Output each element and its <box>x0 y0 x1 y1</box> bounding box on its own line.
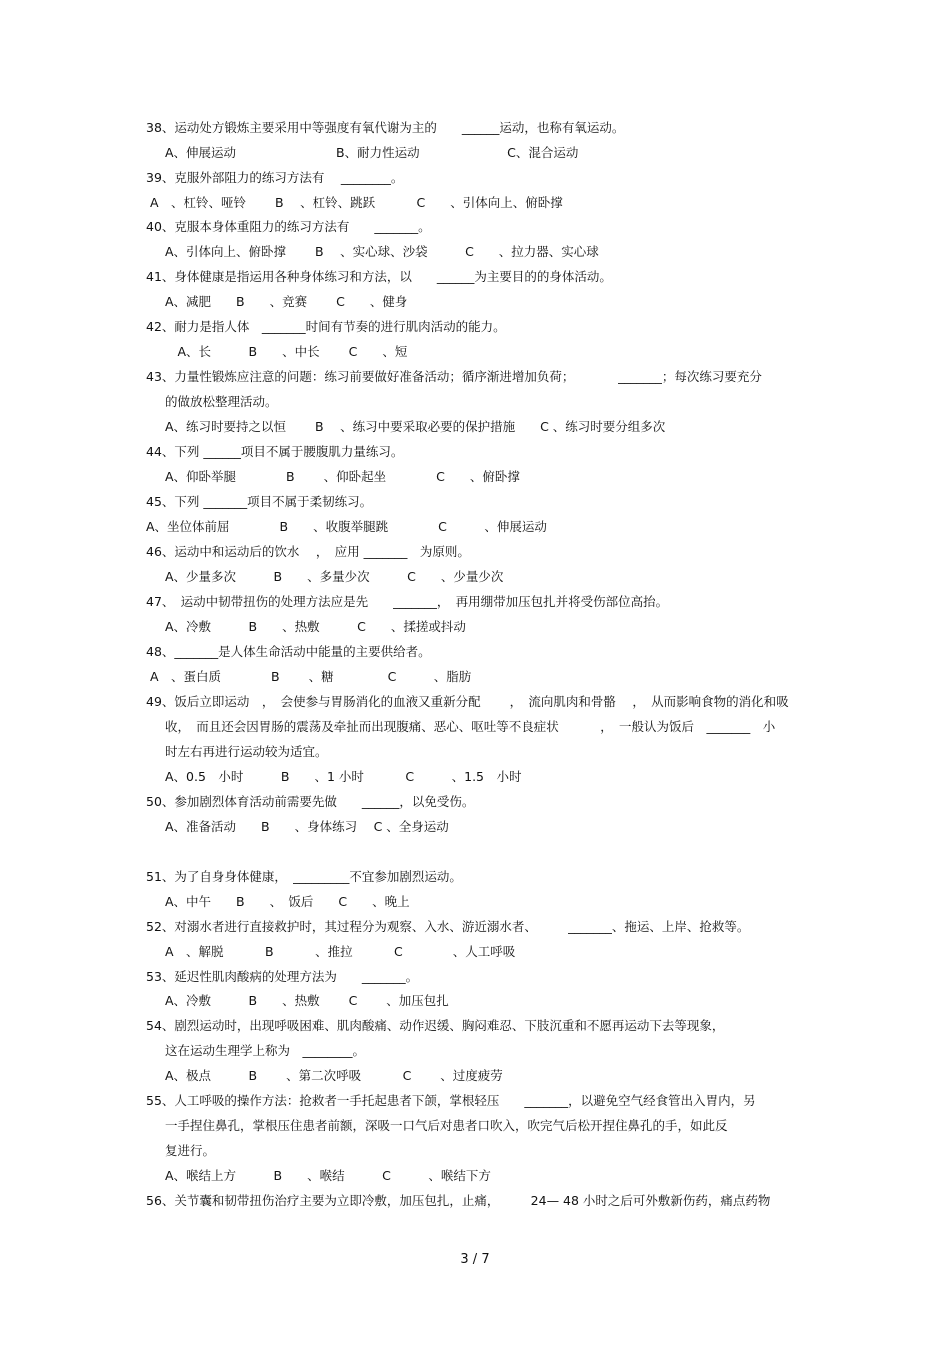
question-line: 45、下列 _______项目不属于柔韧练习。 <box>146 494 373 509</box>
question-line: 38、运动处方锻炼主要采用中等强度有氧代谢为主的 ______运动，也称有氧运动。 <box>146 120 625 135</box>
question-line: 53、延迟性肌肉酸病的处理方法为 _______。 <box>146 969 419 984</box>
continuation-line: 时左右再进行运动较为适宜。 <box>165 744 328 759</box>
options-line: A、伸展运动 B、耐力性运动 C、混合运动 <box>165 145 579 160</box>
question-line: 43、力量性锻炼应注意的问题：练习前要做好准备活动；循序渐进增加负荷； _______；每次练习要充分 <box>146 369 762 384</box>
options-line: A、喉结上方 B 、喉结 C 、喉结下方 <box>165 1168 491 1183</box>
continuation-line: 复进行。 <box>165 1143 216 1158</box>
question-line: 50、参加剧烈体育活动前需要先做 ______，以免受伤。 <box>146 794 475 809</box>
options-line: A、长 B 、中长 C 、短 <box>165 344 408 359</box>
options-line: A 、解脱 B 、推拉 C 、人工呼吸 <box>165 944 516 959</box>
options-line: A、冷敷 B 、热敷 C 、揉搓或抖动 <box>165 619 466 634</box>
options-line: A 、杠铃、哑铃 B 、杠铃、跳跃 C 、引体向上、俯卧撑 <box>150 195 563 210</box>
question-line: 51、为了自身身体健康， _________不宜参加剧烈运动。 <box>146 869 462 884</box>
question-line: 49、饭后立即运动 ， 会使参与胃肠消化的血液又重新分配 ， 流向肌肉和骨骼 ， 从而影响食物的消化和吸 <box>146 694 789 709</box>
question-line: 52、对溺水者进行直接救护时，其过程分为观察、入水、游近溺水者、 _______、拖运、上岸、抢救等。 <box>146 919 750 934</box>
options-line: A、准备活动 B 、身体练习 C 、全身运动 <box>165 819 449 834</box>
options-line: A、0.5 小时 B 、1 小时 C 、1.5 小时 <box>165 769 522 784</box>
question-line: 56、关节囊和韧带扭伤治疗主要为立即冷敷，加压包扎，止痛， 24— 48 小时之后可外敷新伤药，痛点药物 <box>146 1193 771 1208</box>
continuation-line: 一手捏住鼻孔，掌根压住患者前额，深吸一口气后对患者口吹入，吹完气后松开捏住鼻孔的手，如此反 <box>165 1118 728 1133</box>
options-line: A、少量多次 B 、多量少次 C 、少量少次 <box>165 569 504 584</box>
question-line: 42、耐力是指人体 _______时间有节奏的进行肌肉活动的能力。 <box>146 319 506 334</box>
options-line: A、极点 B 、第二次呼吸 C 、过度疲劳 <box>165 1068 503 1083</box>
question-line: 48、_______是人体生命活动中能量的主要供给者。 <box>146 644 431 659</box>
page-number: 3 / 7 <box>460 1252 490 1267</box>
question-line: 47、 运动中韧带扭伤的处理方法应是先 _______， 再用绷带加压包扎并将受伤部位高抬。 <box>146 594 669 609</box>
continuation-line: 这在运动生理学上称为 ________。 <box>165 1043 366 1058</box>
options-line: A、引体向上、俯卧撑 B 、实心球、沙袋 C 、拉力器、实心球 <box>165 244 599 259</box>
question-line: 39、克服外部阻力的练习方法有 ________。 <box>146 170 404 185</box>
question-line: A、坐位体前屈 B 、收腹举腿跳 C 、伸展运动 <box>146 519 547 534</box>
question-line: 55、人工呼吸的操作方法：抢救者一手托起患者下颌，掌根轻压 _______，以避免空气经食管出入胃内，另 <box>146 1093 756 1108</box>
options-line: A、练习时要持之以恒 B 、练习中要采取必要的保护措施 C 、练习时要分组多次 <box>165 419 666 434</box>
options-line: A、中午 B 、 饭后 C 、晚上 <box>165 894 410 909</box>
options-line: A 、蛋白质 B 、糖 C 、脂肪 <box>150 669 472 684</box>
question-line: 54、剧烈运动时，出现呼吸困难、肌肉酸痛、动作迟缓、胸闷难忍、下肢沉重和不愿再运动下去等现象， <box>146 1018 725 1033</box>
question-line: 44、下列 ______项目不属于腰腹肌力量练习。 <box>146 444 404 459</box>
options-line: A、冷敷 B 、热敷 C 、加压包扎 <box>165 993 449 1008</box>
question-line: 40、克服本身体重阻力的练习方法有 _______。 <box>146 219 431 234</box>
options-line: A、减肥 B 、竞赛 C 、健身 <box>165 294 408 309</box>
options-line: A、仰卧举腿 B 、仰卧起坐 C 、俯卧撑 <box>165 469 520 484</box>
continuation-line: 的做放松整理活动。 <box>165 394 278 409</box>
question-line: 46、运动中和运动后的饮水 ， 应用 _______ 为原则。 <box>146 544 470 559</box>
question-line: 41、身体健康是指运用各种身体练习和方法，以 ______为主要目的的身体活动。 <box>146 269 612 284</box>
continuation-line: 收， 而且还会因胃肠的震荡及牵扯而出现腹痛、恶心、呕吐等不良症状 ， 一般认为饭后 _______ 小 <box>165 719 776 734</box>
